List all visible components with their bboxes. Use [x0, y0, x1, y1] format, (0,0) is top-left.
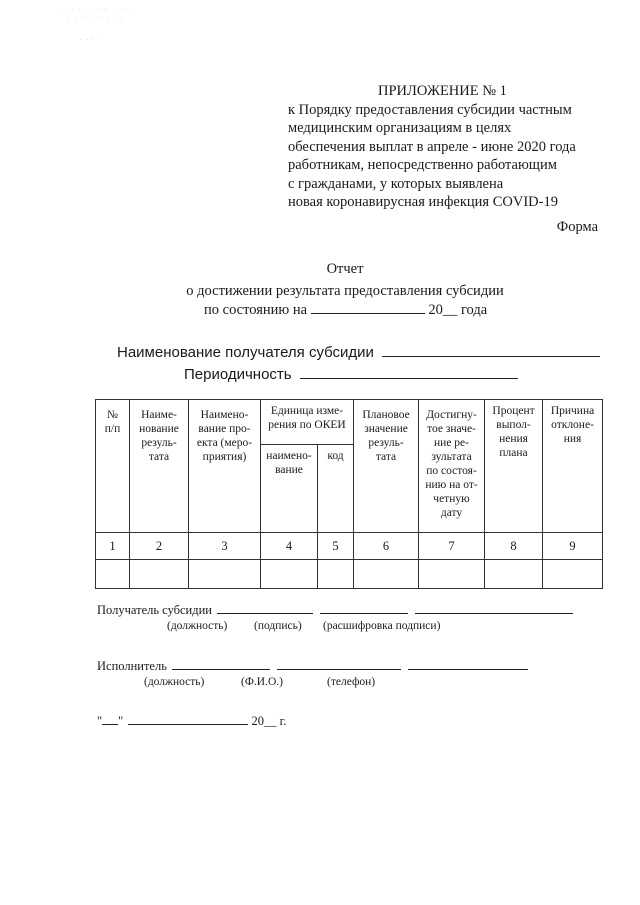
empty-data-row: [96, 560, 603, 589]
date-row: [97, 712, 286, 729]
header-unit-okei: Единица изме- рения по ОКЕИ: [261, 400, 354, 445]
header-achieved-value: Достигну- тое значе- ние ре- зультата по состоя- нию на от- четную дату: [419, 400, 485, 533]
table-cell: [485, 560, 543, 589]
date-day-line: [102, 712, 118, 725]
appendix-title: ПРИЛОЖЕНИЕ № 1: [378, 83, 507, 99]
table-cell: [354, 560, 419, 589]
date-quote-close: ": [118, 714, 124, 728]
name-decoding-line: [415, 601, 573, 614]
appendix-line: новая коронавирусная инфекция COVID-19: [288, 194, 558, 210]
header-project-name: Наимено- вание про- екта (меро- приятия): [189, 400, 261, 533]
column-number: 4: [261, 533, 318, 560]
table-cell: [318, 560, 354, 589]
column-number: 3: [189, 533, 261, 560]
caption-executor-name: (Ф.И.О.): [241, 676, 283, 688]
table-cell: [543, 560, 603, 589]
report-as-of: [204, 301, 487, 319]
header-deviation-reason: Причина отклоне- ния: [543, 400, 603, 533]
executor-phone-line: [408, 657, 528, 670]
appendix-line: с гражданами, у которых выявлена: [288, 175, 504, 192]
column-number: 8: [485, 533, 543, 560]
recipient-field: [117, 344, 600, 361]
recipient-signature-label: Получатель субсидии: [97, 603, 212, 617]
periodicity-line: [300, 366, 518, 379]
date-year: 20__ г.: [251, 714, 287, 728]
executor-row: [97, 657, 528, 674]
as-of-date-line: [311, 301, 425, 314]
column-number: 2: [130, 533, 189, 560]
position-line: [217, 601, 313, 614]
column-number: 1: [96, 533, 130, 560]
recipient-label: Наименование получателя субсидии: [117, 344, 374, 361]
table-cell: [96, 560, 130, 589]
caption-position: (должность): [167, 620, 228, 632]
scan-artifact: . . .. ... . . .: [68, 14, 124, 20]
as-of-prefix: по состоянию на: [204, 302, 308, 318]
column-number: 7: [419, 533, 485, 560]
caption-executor-phone: (телефон): [327, 676, 376, 688]
recipient-line: [382, 344, 600, 357]
table-cell: [261, 560, 318, 589]
caption-signature: (подпись): [254, 620, 302, 632]
form-label: Форма: [556, 219, 598, 235]
header-unit-code: код: [318, 445, 354, 533]
as-of-year: 20__ года: [428, 302, 488, 318]
report-table: [95, 399, 603, 589]
signature-line: [320, 601, 408, 614]
appendix-line: обеспечения выплат в апреле - июне 2020 года: [288, 138, 576, 155]
appendix-header: [288, 82, 576, 212]
periodicity-field: [184, 366, 518, 383]
report-title: Отчет: [326, 261, 364, 277]
column-number: 5: [318, 533, 354, 560]
executor-label: Исполнитель: [97, 659, 167, 673]
recipient-signature-row: [97, 601, 573, 618]
header-unit-name: наимено- вание: [261, 445, 318, 533]
scan-artifact: . .. .: [80, 36, 101, 42]
caption-executor-position: (должность): [144, 676, 205, 688]
appendix-line: к Порядку предоставления субсидии частным: [288, 101, 572, 118]
header-plan-percent: Процент выпол- нения плана: [485, 400, 543, 533]
periodicity-label: Периодичность: [184, 366, 292, 383]
column-number: 9: [543, 533, 603, 560]
executor-name-line: [277, 657, 401, 670]
date-quote-open: ": [97, 714, 103, 728]
report-subtitle: о достижении результата предоставления субсидии: [186, 283, 504, 299]
caption-name-decoding: (расшифровка подписи): [323, 620, 441, 632]
executor-position-line: [172, 657, 270, 670]
date-month-line: [128, 712, 248, 725]
appendix-line: работникам, непосредственно работающим: [288, 157, 557, 173]
scan-artifact: . . . . . ..... . .. .: [58, 6, 135, 12]
table-cell: [419, 560, 485, 589]
header-planned-value: Плановое значение резуль- тата: [354, 400, 419, 533]
appendix-line: медицинским организациям в целях: [288, 120, 512, 136]
header-result-name: Наиме- нование резуль- тата: [130, 400, 189, 533]
header-number: № п/п: [96, 400, 130, 533]
column-number: 6: [354, 533, 419, 560]
table-cell: [189, 560, 261, 589]
column-numbers-row: [96, 533, 603, 560]
table-cell: [130, 560, 189, 589]
